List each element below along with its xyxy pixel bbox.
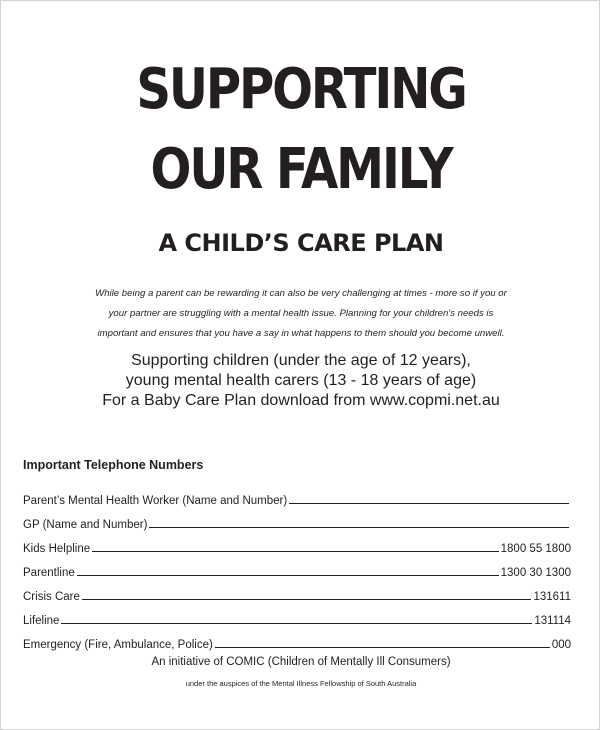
row-label: Parentline: [23, 567, 75, 579]
phone-row-mental-health-worker: [23, 483, 571, 507]
row-number: 1800 55 1800: [500, 543, 571, 555]
intro-line: While being a parent can be rewarding it can also be very challenging at times - more so if you or: [95, 288, 507, 299]
row-number: 131114: [534, 615, 571, 627]
phone-row-lifeline: [23, 603, 571, 627]
leader-line: [61, 623, 532, 624]
leader-line: [215, 647, 550, 648]
intro-line: your partner are struggling with a mental health issue. Planning for your children's needs is: [108, 308, 494, 319]
support-line: young mental health carers (13 - 18 years of age): [125, 372, 477, 389]
support-text: [61, 351, 541, 411]
row-label: Emergency (Fire, Ambulance, Police): [23, 639, 213, 651]
leader-line: [82, 599, 532, 600]
telephone-numbers-section: [23, 456, 571, 651]
phone-row-gp: [23, 507, 571, 531]
phone-row-kids-helpline: [23, 531, 571, 555]
fill-in-line[interactable]: [289, 503, 569, 504]
subtitle: A CHILD’S CARE PLAN: [158, 229, 444, 257]
footer-initiative: An initiative of COMIC (Children of Mentally Ill Consumers): [151, 656, 451, 668]
phone-row-crisis-care: [23, 579, 571, 603]
row-number: 131611: [533, 591, 571, 603]
fill-in-line[interactable]: [149, 527, 569, 528]
support-line: Supporting children (under the age of 12 years),: [131, 352, 471, 369]
leader-line: [92, 551, 499, 552]
row-label: GP (Name and Number): [23, 519, 148, 531]
row-label: Lifeline: [23, 615, 60, 627]
phone-row-parentline: [23, 555, 571, 579]
row-label: Crisis Care: [23, 591, 80, 603]
intro-paragraph: [61, 284, 541, 344]
support-line: For a Baby Care Plan download from www.copmi.net.au: [102, 392, 500, 409]
title-line-1: SUPPORTING: [136, 57, 466, 122]
row-label: Kids Helpline: [23, 543, 91, 555]
row-label: Parent’s Mental Health Worker (Name and Number): [23, 495, 288, 507]
title-line-2: OUR FAMILY: [150, 137, 452, 202]
phone-row-emergency: [23, 627, 571, 651]
section-heading: Important Telephone Numbers: [23, 458, 204, 472]
row-number: 000: [551, 639, 571, 651]
footer-auspices: under the auspices of the Mental Illness Fellowship of South Australia: [185, 679, 417, 688]
row-number: 1300 30 1300: [500, 567, 571, 579]
leader-line: [77, 575, 499, 576]
intro-line: important and ensures that you have a say in what happens to them should you become unwell.: [97, 328, 505, 339]
